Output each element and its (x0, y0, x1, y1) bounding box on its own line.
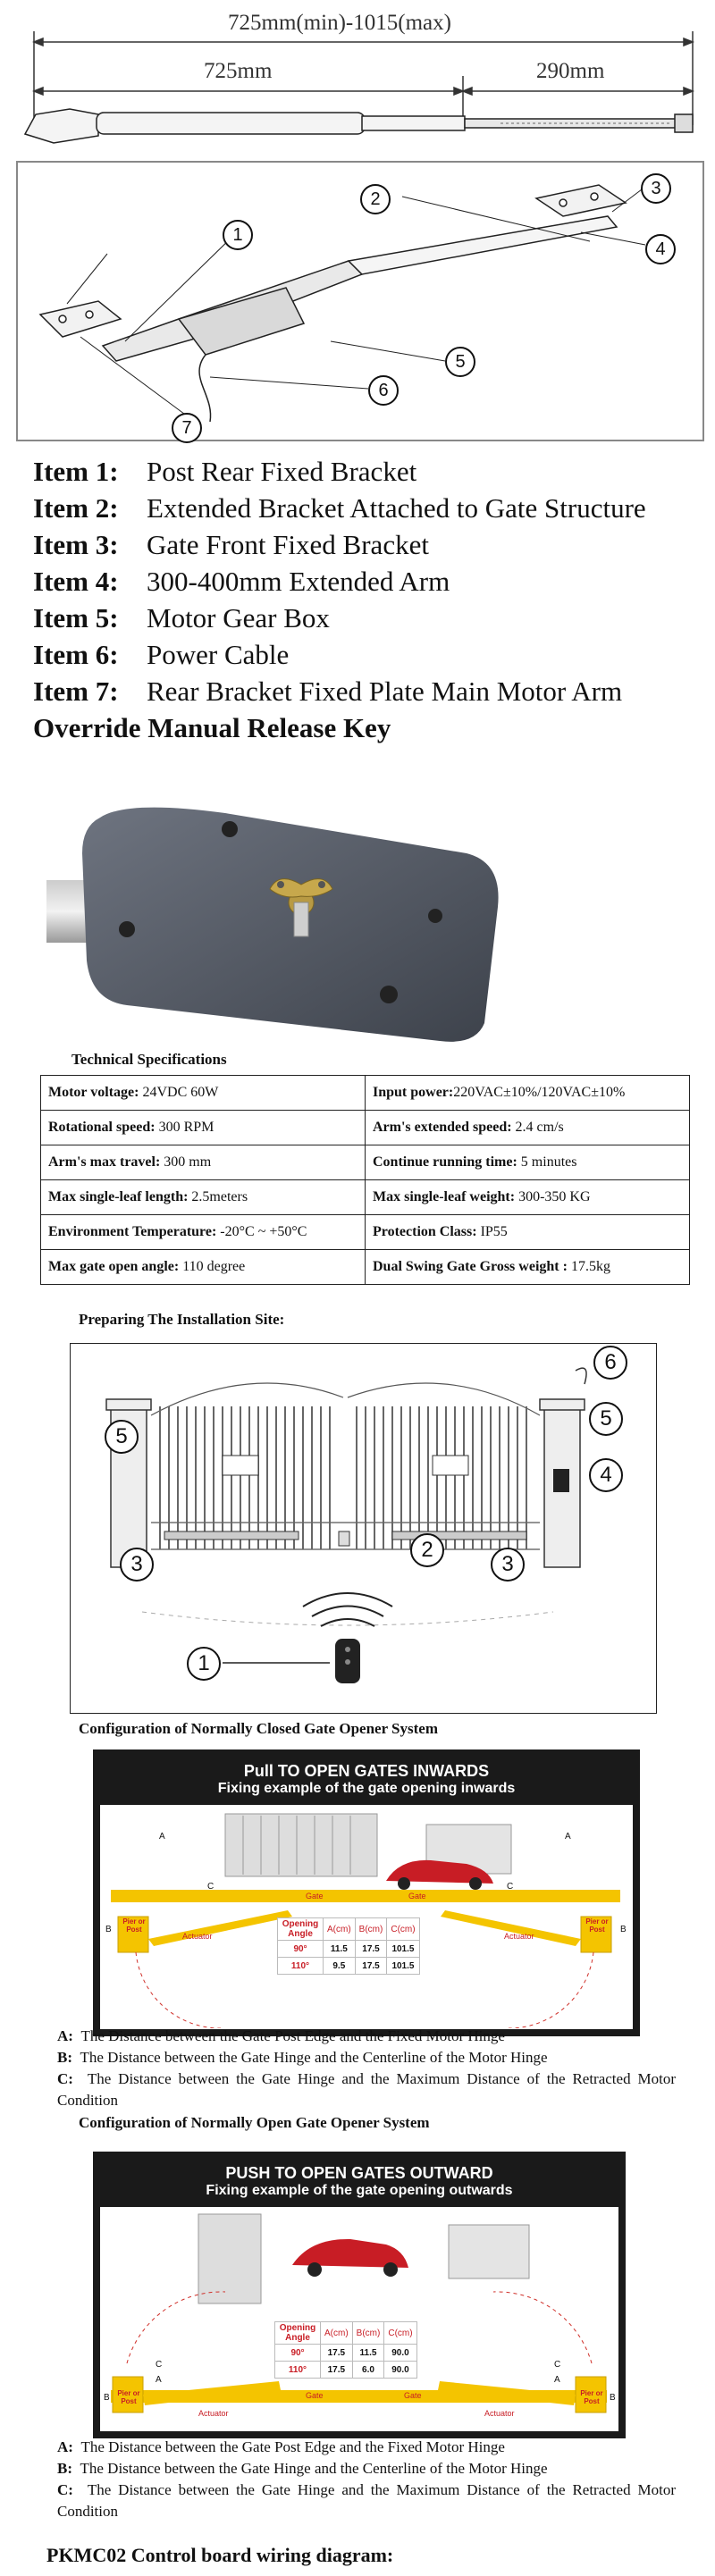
site-callout-4: 4 (589, 1458, 623, 1492)
installation-diagram (70, 1343, 657, 1714)
site-callout-1: 1 (187, 1647, 221, 1681)
list-item: Item 2: Extended Bracket Attached to Gate Structure (33, 492, 646, 524)
inward-label-A-right: A (565, 1832, 571, 1842)
inward-label-C-right: C (507, 1882, 514, 1892)
outward-definitions: A: The Distance between the Gate Post Edge and the Fixed Motor Hinge B: The Distance between the Gate Hinge and the Centerline of the Motor Hinge C: The Distance between the Gate Hinge and the Maximum Distance of the Retracted Motor Condition (57, 2438, 677, 2520)
total-length-label: 725mm(min)-1015(max) (228, 11, 451, 35)
inward-angle-table: Opening Angle A(cm) B(cm) C(cm) 90° 11.5 17.5 101.5 110° 9.5 17.5 101.5 (277, 1917, 420, 1975)
outward-label-C-left: C (156, 2360, 163, 2370)
closed-caption: Configuration of Normally Closed Gate Opener System (79, 1720, 438, 1737)
list-item: Item 4: 300-400mm Extended Arm (33, 566, 450, 597)
outward-actuator-left: Actuator (198, 2409, 229, 2418)
callout-6: 6 (368, 375, 399, 406)
outward-angle-table: Opening Angle A(cm) B(cm) C(cm) 90° 17.5 11.5 90.0 110° 17.5 6.0 90.0 (274, 2321, 417, 2379)
outward-pier-right: Pier or Post (580, 2389, 603, 2405)
outward-title: PUSH TO OPEN GATES OUTWARD (225, 2164, 493, 2182)
inward-gate-left: Gate (306, 1892, 324, 1901)
table-row: Rotational speed: 300 RPM Arm's extended speed: 2.4 cm/s (41, 1111, 690, 1145)
open-caption: Configuration of Normally Open Gate Opener System (79, 2114, 430, 2131)
inward-title: Pull TO OPEN GATES INWARDS (243, 1762, 490, 1780)
inward-drawing (100, 1805, 633, 2028)
callout-5: 5 (445, 347, 475, 377)
outward-pier-left: Pier or Post (117, 2389, 140, 2405)
inward-definitions: A: The Distance between the Gate Post Edge and the Fixed Motor Hinge B: The Distance between the Gate Hinge and the Centerline of the Motor Hinge C: The Distance between the Gate Hinge and the Maximum Distance of the Retracted Motor Condition (57, 2027, 677, 2109)
inward-label-B-left: B (105, 1925, 112, 1934)
outward-label-C-right: C (554, 2360, 561, 2370)
inward-label-C-left: C (207, 1882, 214, 1892)
outward-actuator-right: Actuator (484, 2409, 515, 2418)
callout-4: 4 (645, 234, 676, 264)
inward-pier-right: Pier or Post (585, 1917, 609, 1934)
release-key-illustration (46, 800, 502, 1045)
outward-gate-left: Gate (306, 2391, 324, 2400)
outward-drawing (100, 2207, 618, 2430)
outward-subtitle: Fixing example of the gate opening outwards (206, 2183, 513, 2198)
callout-1: 1 (223, 220, 253, 250)
site-callout-6: 6 (593, 1346, 627, 1380)
list-item: Item 5: Motor Gear Box (33, 602, 330, 634)
inward-actuator-left: Actuator (182, 1932, 213, 1941)
retracted-length-label: 725mm (204, 59, 273, 83)
site-callout-3-left: 3 (120, 1548, 154, 1582)
outward-label-A-right: A (554, 2375, 560, 2385)
outward-gate-right: Gate (404, 2391, 422, 2400)
wiring-title: PKMC02 Control board wiring diagram: (46, 2544, 394, 2566)
table-row: Arm's max travel: 300 mm Continue running time: 5 minutes (41, 1145, 690, 1180)
table-row: Max gate open angle: 110 degree Dual Swing Gate Gross weight : 17.5kg (41, 1250, 690, 1285)
inward-label-B-right: B (620, 1925, 627, 1934)
list-item: Item 6: Power Cable (33, 639, 290, 670)
install-title: Preparing The Installation Site: (79, 1311, 285, 1328)
callout-2: 2 (360, 184, 391, 214)
site-callout-2: 2 (410, 1533, 444, 1567)
inward-gate-right: Gate (408, 1892, 426, 1901)
callout-3: 3 (641, 173, 671, 204)
outward-banner (100, 2159, 618, 2207)
outward-label-A-left: A (156, 2375, 162, 2385)
extension-length-label: 290mm (536, 59, 605, 83)
table-row: Motor voltage: 24VDC 60W Input power:220VAC±10%/120VAC±10% (41, 1076, 690, 1111)
list-item: Item 3: Gate Front Fixed Bracket (33, 529, 429, 560)
inward-label-A-left: A (159, 1832, 165, 1842)
site-callout-3-right: 3 (491, 1548, 525, 1582)
outward-label-B-right: B (610, 2393, 616, 2403)
override-title: Override Manual Release Key (33, 712, 391, 743)
list-item: Item 7: Rear Bracket Fixed Plate Main Motor Arm (33, 675, 623, 707)
callout-7: 7 (172, 413, 202, 443)
dimension-drawing (0, 0, 715, 156)
outward-diagram (93, 2152, 626, 2438)
release-key-photo (46, 800, 502, 1045)
inward-pier-left: Pier or Post (122, 1917, 146, 1934)
parts-diagram (16, 161, 704, 441)
inward-diagram (93, 1749, 640, 2036)
table-row: Environment Temperature: -20°C ~ +50°C Protection Class: IP55 (41, 1215, 690, 1250)
site-callout-5-right: 5 (589, 1402, 623, 1436)
inward-banner (100, 1757, 633, 1805)
site-callout-5-left: 5 (105, 1420, 139, 1454)
table-row: Max single-leaf length: 2.5meters Max single-leaf weight: 300-350 KG (41, 1180, 690, 1215)
inward-subtitle: Fixing example of the gate opening inwards (217, 1781, 516, 1796)
specs-table (40, 1075, 690, 1285)
list-item: Item 1: Post Rear Fixed Bracket (33, 456, 417, 487)
outward-label-B-left: B (104, 2393, 110, 2403)
gate-illustration (71, 1344, 656, 1713)
inward-actuator-right: Actuator (504, 1932, 534, 1941)
specs-title: Technical Specifications (72, 1051, 227, 1068)
